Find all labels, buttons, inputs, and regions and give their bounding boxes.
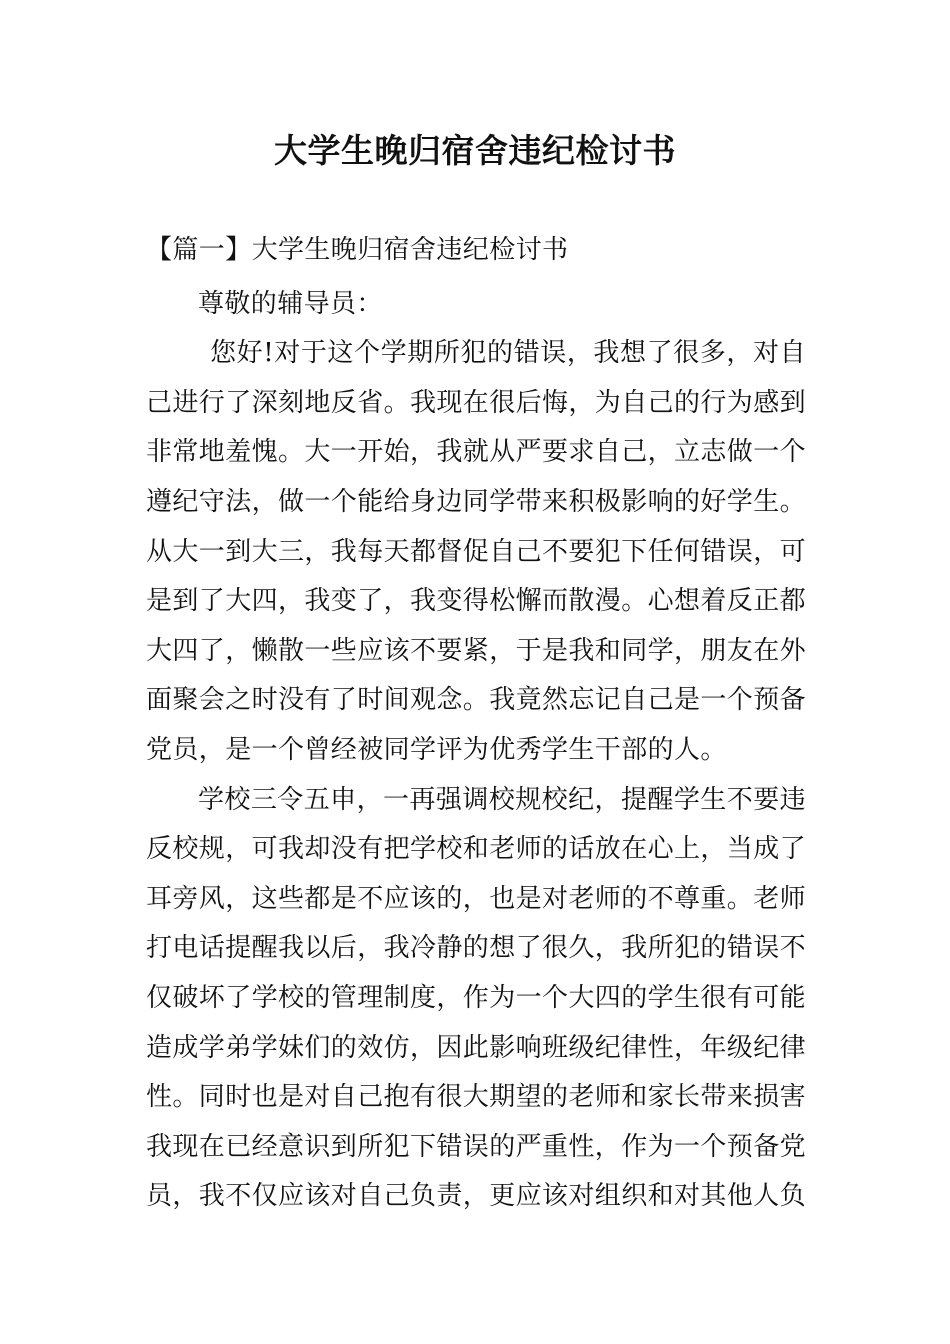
document-title: 大学生晚归宿舍违纪检讨书	[274, 131, 676, 170]
document-body	[146, 226, 806, 1222]
section-heading: 【篇一】大学生晚归宿舍违纪检讨书	[146, 235, 569, 265]
body-paragraph: 您好!对于这个学期所犯的错误，我想了很多，对自己进行了深刻地反省。我现在很后悔，为自己的行为感到非常地羞愧。大一开始，我就从严要求自己，立志做一个遵纪守法，做一个能给身边同学带来积极影响的好学生。从大一到大三，我每天都督促自己不要犯下任何错误，可是到了大四，我变了，我变得松懈而散漫。心想着反正都大四了，懒散一些应该不要紧，于是我和同学，朋友在外面聚会之时没有了时间观念。我竟然忘记自己是一个预备党员，是一个曾经被同学评为优秀学生干部的人。	[146, 338, 807, 765]
salutation: 尊敬的辅导员：	[198, 288, 383, 319]
body-paragraph: 学校三令五申，一再强调校规校纪，提醒学生不要违反校规，可我却没有把学校和老师的话放在心上，当成了耳旁风，这些都是不应该的，也是对老师的不尊重。老师打电话提醒我以后，我冷静的想了很久，我所犯的错误不仅破坏了学校的管理制度，作为一个大四的学生很有可能造成学弟学妹们的效仿，因此影响班级纪律性，年级纪律性。同时也是对自己抱有很大期望的老师和家长带来损害我现在已经意识到所犯下错误的严重性，作为一个预备党员，我不仅应该对自己负责，更应该对组织和对其他人负	[146, 784, 807, 1212]
